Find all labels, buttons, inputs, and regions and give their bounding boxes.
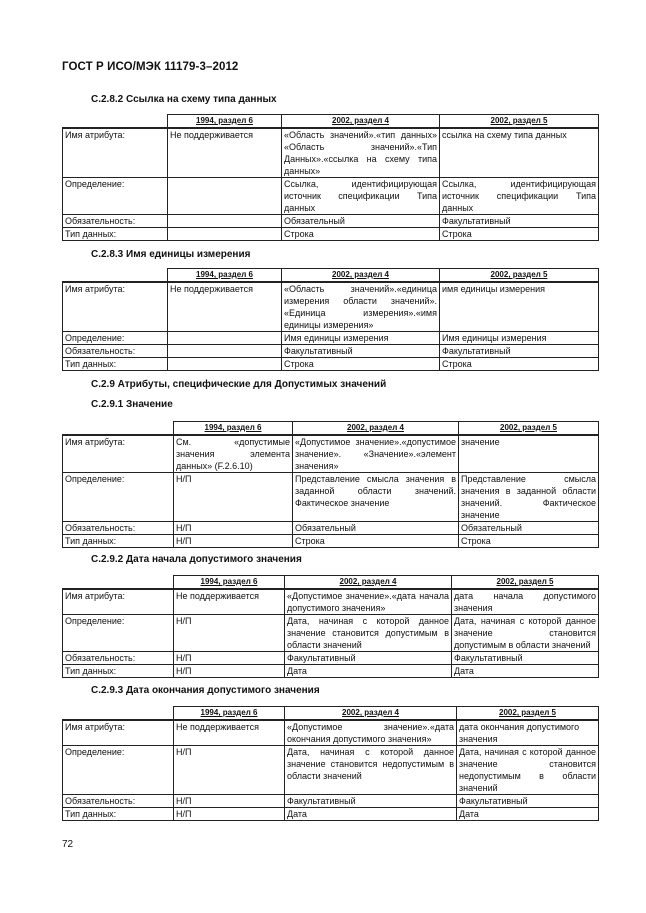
table-row	[63, 128, 599, 178]
col-header-2002-5: 2002, раздел 5	[440, 269, 599, 283]
cell-2002-4: Дата	[285, 665, 452, 678]
row-label: Обязательность:	[63, 652, 174, 665]
table-row	[63, 522, 599, 535]
row-label: Обязательность:	[63, 215, 168, 228]
col-header-1994: 1994, раздел 6	[168, 115, 282, 129]
table-row	[63, 720, 599, 746]
col-header-2002-4: 2002, раздел 4	[293, 422, 459, 436]
cell-2002-5: дата окончания допустимого значения	[457, 720, 599, 746]
cell-2002-5: Строка	[440, 228, 599, 241]
table-row	[63, 282, 599, 332]
row-label: Имя атрибута:	[63, 720, 174, 746]
table-row	[63, 535, 599, 548]
row-label: Имя атрибута:	[63, 128, 168, 178]
cell-2002-4: Ссылка, идентифицирующая источник спецификации Типа данных	[282, 178, 440, 215]
cell-1994: Н/П	[174, 535, 293, 548]
cell-2002-4: Обязательный	[293, 522, 459, 535]
cell-2002-5: Факультативный	[440, 215, 599, 228]
row-label: Тип данных:	[63, 358, 168, 371]
cell-2002-4: Строка	[293, 535, 459, 548]
table-row	[63, 615, 599, 652]
cell-1994: Не поддерживается	[168, 128, 282, 178]
col-header-1994: 1994, раздел 6	[174, 576, 285, 590]
cell-2002-5: Дата, начиная с которой данное значение становится недопустимым в области значений	[457, 746, 599, 795]
cell-2002-5: Факультативный	[457, 795, 599, 808]
page-number: 72	[62, 839, 74, 850]
cell-2002-4: Факультативный	[285, 795, 457, 808]
cell-2002-4: «Допустимое значение».«дата окончания допустимого значения»	[285, 720, 457, 746]
cell-1994: Не поддерживается	[174, 720, 285, 746]
row-label: Обязательность:	[63, 522, 174, 535]
table-row	[63, 746, 599, 795]
table-row	[63, 228, 599, 241]
cell-2002-4: «Допустимое значение».«дата начала допустимого значения»	[285, 589, 452, 615]
document-title: ГОСТ Р ИСО/МЭК 11179-3–2012	[62, 61, 239, 73]
cell-1994	[168, 332, 282, 345]
cell-2002-5: Представление смысла значения в заданной области значений. Фактическое значение	[459, 473, 599, 522]
cell-2002-4: Представление смысла значения в заданной области значений. Фактическое значение	[293, 473, 459, 522]
table-c-2-9-2	[62, 575, 599, 678]
col-header-1994: 1994, раздел 6	[168, 269, 282, 283]
cell-2002-5: Дата	[457, 808, 599, 821]
cell-1994: Не поддерживается	[174, 589, 285, 615]
cell-1994: Н/П	[174, 808, 285, 821]
row-label: Тип данных:	[63, 808, 174, 821]
row-label: Тип данных:	[63, 535, 174, 548]
row-label: Определение:	[63, 332, 168, 345]
cell-1994: Н/П	[174, 473, 293, 522]
cell-2002-4: Дата	[285, 808, 457, 821]
cell-2002-4: Факультативный	[285, 652, 452, 665]
section-heading-c-2-9-1: С.2.9.1 Значение	[91, 399, 173, 410]
cell-2002-4: Дата, начиная с которой данное значение становится недопустимым в области значений	[285, 746, 457, 795]
col-header-2002-4: 2002, раздел 4	[285, 576, 452, 590]
table-row	[63, 345, 599, 358]
cell-2002-4: Факультативный	[282, 345, 440, 358]
row-label: Имя атрибута:	[63, 589, 174, 615]
cell-2002-5: значение	[459, 435, 599, 473]
col-header-2002-5: 2002, раздел 5	[440, 115, 599, 129]
cell-2002-5: имя единицы измерения	[440, 282, 599, 332]
table-header-row	[63, 422, 599, 436]
cell-2002-5: дата начала допустимого значения	[452, 589, 599, 615]
row-label: Определение:	[63, 746, 174, 795]
cell-2002-5: Дата, начиная с которой данное значение становится допустимым в области значений	[452, 615, 599, 652]
table-row	[63, 795, 599, 808]
row-label: Имя атрибута:	[63, 435, 174, 473]
table-c-2-8-2	[62, 114, 599, 241]
row-label: Обязательность:	[63, 795, 174, 808]
cell-2002-5: Имя единицы измерения	[440, 332, 599, 345]
row-label: Обязательность:	[63, 345, 168, 358]
cell-1994: Н/П	[174, 522, 293, 535]
cell-2002-4: «Область значений».«единица измерения области значений». «Единица измерения».«имя единицы измерения»	[282, 282, 440, 332]
section-heading-c-2-8-3: С.2.8.3 Имя единицы измерения	[91, 249, 251, 260]
cell-2002-4: Дата, начиная с которой данное значение становится допустимым в области значений	[285, 615, 452, 652]
cell-1994	[168, 228, 282, 241]
cell-2002-4: Строка	[282, 358, 440, 371]
cell-1994	[168, 358, 282, 371]
cell-2002-4: Обязательный	[282, 215, 440, 228]
cell-2002-5: Обязательный	[459, 522, 599, 535]
row-label: Имя атрибута:	[63, 282, 168, 332]
row-label: Определение:	[63, 473, 174, 522]
cell-1994	[168, 178, 282, 215]
cell-1994: См. «допустимые значения элемента данных» (F.2.6.10)	[174, 435, 293, 473]
section-heading-c-2-9: С.2.9 Атрибуты, специфические для Допустимых значений	[91, 379, 387, 390]
cell-2002-5: ссылка на схему типа данных	[440, 128, 599, 178]
cell-2002-5: Строка	[459, 535, 599, 548]
cell-1994: Н/П	[174, 795, 285, 808]
col-header-2002-5: 2002, раздел 5	[457, 707, 599, 721]
cell-2002-4: «Область значений».«тип данных» «Область значений».«Тип Данных».«ссылка на схему типа данных»	[282, 128, 440, 178]
cell-1994: Не поддерживается	[168, 282, 282, 332]
row-label: Определение:	[63, 615, 174, 652]
section-heading-c-2-8-2: С.2.8.2 Ссылка на схему типа данных	[91, 94, 277, 105]
section-heading-c-2-9-2: С.2.9.2 Дата начала допустимого значения	[91, 554, 302, 565]
col-header-1994: 1994, раздел 6	[174, 707, 285, 721]
table-c-2-8-3	[62, 268, 599, 371]
table-header-row	[63, 576, 599, 590]
row-label: Тип данных:	[63, 228, 168, 241]
cell-1994	[168, 345, 282, 358]
table-row	[63, 473, 599, 522]
cell-1994: Н/П	[174, 615, 285, 652]
cell-1994: Н/П	[174, 665, 285, 678]
cell-2002-5: Дата	[452, 665, 599, 678]
table-header-row	[63, 115, 599, 129]
col-header-2002-5: 2002, раздел 5	[459, 422, 599, 436]
section-heading-c-2-9-3: С.2.9.3 Дата окончания допустимого значения	[91, 685, 320, 696]
table-row	[63, 665, 599, 678]
cell-2002-5: Ссылка, идентифицирующая источник спецификации Типа данных	[440, 178, 599, 215]
col-header-2002-4: 2002, раздел 4	[282, 115, 440, 129]
cell-2002-5: Факультативный	[452, 652, 599, 665]
cell-2002-5: Факультативный	[440, 345, 599, 358]
table-row	[63, 808, 599, 821]
table-row	[63, 652, 599, 665]
table-row	[63, 358, 599, 371]
table-c-2-9-1	[62, 421, 599, 548]
col-header-2002-5: 2002, раздел 5	[452, 576, 599, 590]
table-header-row	[63, 707, 599, 721]
table-row	[63, 589, 599, 615]
cell-2002-4: Строка	[282, 228, 440, 241]
table-row	[63, 435, 599, 473]
cell-1994	[168, 215, 282, 228]
table-row	[63, 215, 599, 228]
cell-2002-5: Строка	[440, 358, 599, 371]
table-c-2-9-3	[62, 706, 599, 821]
cell-1994: Н/П	[174, 746, 285, 795]
col-header-1994: 1994, раздел 6	[174, 422, 293, 436]
row-label: Тип данных:	[63, 665, 174, 678]
table-row	[63, 332, 599, 345]
col-header-2002-4: 2002, раздел 4	[285, 707, 457, 721]
row-label: Определение:	[63, 178, 168, 215]
cell-2002-4: Имя единицы измерения	[282, 332, 440, 345]
col-header-2002-4: 2002, раздел 4	[282, 269, 440, 283]
cell-1994: Н/П	[174, 652, 285, 665]
cell-2002-4: «Допустимое значение».«допустимое значение». «Значение».«элемент значения»	[293, 435, 459, 473]
table-header-row	[63, 269, 599, 283]
table-row	[63, 178, 599, 215]
